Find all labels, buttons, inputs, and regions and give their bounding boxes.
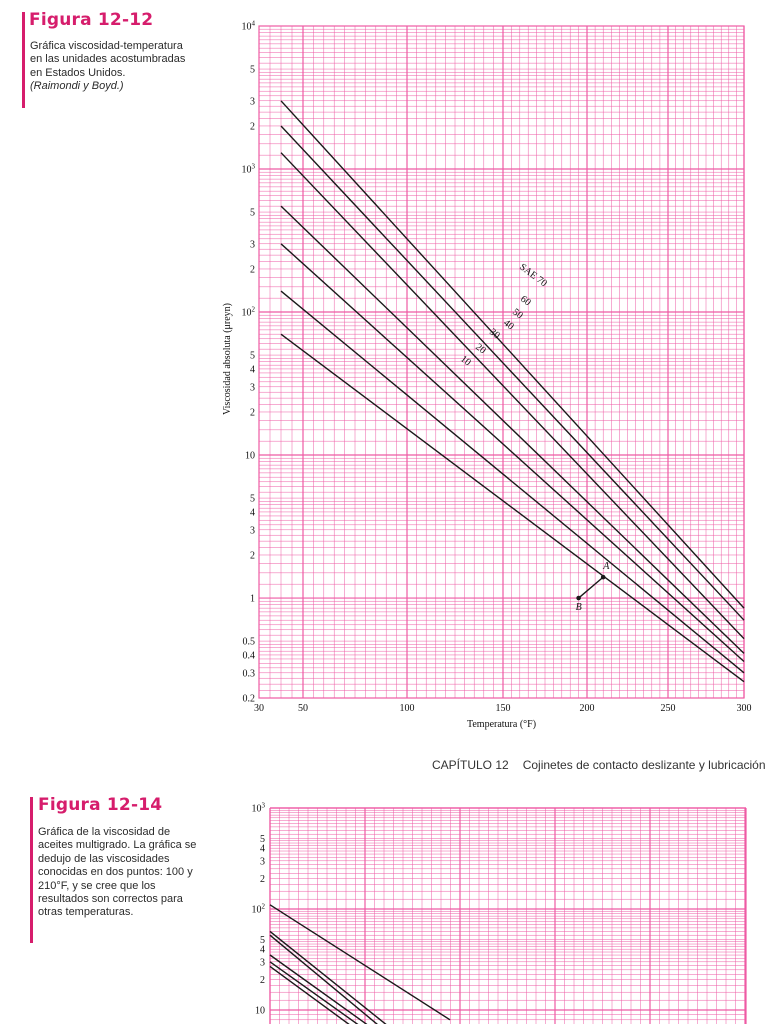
point-label: B [575,602,582,614]
caption-citation: (Raimondi y Boyd.) [30,80,124,93]
caption-text: Gráfica de la viscosidad de aceites multigrado. La gráfica se dedujo de las viscosidades conocidas en dos puntos: 100 y 210°F, y se cree que los resultados son correctos para otras temperaturas. [38,826,197,919]
y-tick-label: $10^3$ [241,162,255,176]
x-tick-label: 200 [579,703,595,714]
y-tick-label: 10 [255,1005,265,1017]
curve-label: 60 [518,293,533,309]
connector-line [579,577,604,598]
y-tick-label: 4 [250,507,255,519]
y-tick-label: 2 [250,264,255,276]
viscosity-curve [281,153,744,639]
viscosity-curve [270,955,378,1024]
x-tick-label: 100 [399,703,415,714]
y-tick-label: 5 [250,64,255,76]
y-tick-label: 2 [260,975,265,987]
y-tick-label: 1 [250,593,255,605]
y-tick-label: 5 [250,350,255,362]
y-tick-label: 2 [250,121,255,133]
viscosity-curve [270,905,450,1020]
x-tick-label: 30 [254,703,264,714]
y-tick-label: 0.2 [242,693,255,705]
y-tick-label: 5 [260,934,265,946]
y-tick-label: 3 [250,239,255,251]
chapter-number: CAPÍTULO 12 [432,758,509,772]
y-tick-label: $10^2$ [241,305,255,319]
x-tick-label: 300 [736,703,752,714]
y-tick-label: 3 [250,525,255,537]
y-tick-label: 4 [260,843,265,855]
y-tick-label: 3 [260,856,265,868]
viscosity-temperature-chart [222,20,752,731]
y-tick-label: 2 [250,550,255,562]
viscosity-curve [281,101,744,608]
curve-label: 40 [501,317,516,333]
x-axis-title: Temperatura (°F) [466,719,537,730]
data-point [601,575,606,580]
y-tick-label: $10^3$ [251,801,265,815]
chapter-title: Cojinetes de contacto deslizante y lubricación [522,758,766,772]
curve-label: 20 [473,341,488,357]
data-point [576,596,581,601]
curve-label: 30 [487,326,502,342]
y-tick-label: 0.5 [242,636,255,648]
curve-label: 50 [510,306,525,322]
viscosity-curve [281,244,744,662]
viscosity-curve [270,966,360,1024]
figure-heading: Figura 12-12 [29,10,154,30]
multigrade-viscosity-chart [252,802,747,1024]
figure-heading: Figura 12-14 [38,795,163,815]
y-tick-label: 10 [245,450,255,462]
y-tick-label: 5 [260,833,265,845]
point-label: A [603,561,610,573]
y-tick-label: 0.4 [242,650,255,662]
y-tick-label: 3 [260,957,265,969]
y-tick-label: 3 [250,382,255,394]
y-tick-label: 4 [260,944,265,956]
caption-text: Gráfica viscosidad-temperatura en las unidades acostumbradas en Estados Unidos. [30,40,186,79]
curve-label: 10 [458,353,473,369]
x-tick-label: 250 [660,703,676,714]
y-tick-label: 2 [250,407,255,419]
y-tick-label: 4 [250,364,255,376]
y-tick-label: 3 [250,96,255,108]
y-tick-label: 5 [250,207,255,219]
y-tick-label: 5 [250,493,255,505]
y-tick-label: 0.3 [242,668,255,680]
curve-label: SAE 70 [517,261,549,290]
y-tick-label: $10^4$ [241,19,255,33]
y-tick-label: $10^2$ [251,902,265,916]
y-tick-label: 2 [260,874,265,886]
x-tick-label: 150 [495,703,511,714]
x-tick-label: 50 [298,703,308,714]
y-axis-title: Viscosidad absoluta (μreyn) [222,303,233,415]
